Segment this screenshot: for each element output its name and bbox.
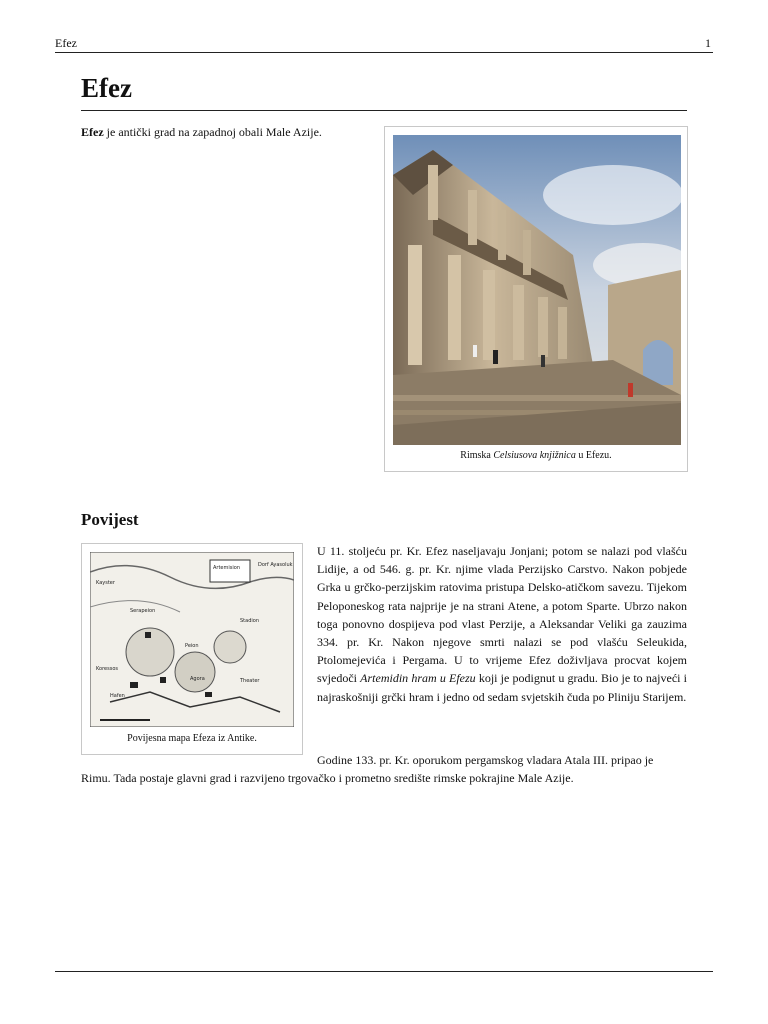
history-paragraph-2-line-1: Godine 133. pr. Kr. oporukom pergamskog vladara Atala III. pripao je <box>317 753 654 767</box>
map-label: Stadion <box>240 618 259 624</box>
map-label: Peion <box>185 643 199 649</box>
artemis-temple-link[interactable]: Artemidin hram u Efezu <box>360 671 476 686</box>
footer-rule <box>55 971 713 972</box>
map-label: Koressos <box>96 666 118 672</box>
caption-italic[interactable]: Celsiusova knjižnica <box>493 450 576 461</box>
map-label: Hafen <box>110 693 125 699</box>
intro-text: je antički grad na zapadnoj obali Male Azije. <box>103 125 322 139</box>
para1-text: U 11. stoljeću pr. Kr. Efez naseljavaju Jonjani; potom se nalazi pod vlašću Lidije, a od 546. g. pr. Kr. njime vlada Perzijsko Carstvo. Nakon pobjede Grka u grčko-perzijskim ratovima pristupa Delsko-atičkom savezu. Tijekom Peloponeskog rata najprije je na strani Atene, a potom Sparte. Ubrzo nakon toga ponovno dospijeva pod vlast Perzije, a Aleksandar Veliki ga zauzima 334. pr. Kr. Nakon njegove smrti nalazi se pod vlašću Seleukida, Ptolomejevića i Pergama. U to vrijeme Efez doživljava procvat kojem svjedoči <box>317 544 687 686</box>
page-number: 1 <box>705 36 711 50</box>
section-heading-povijest: Povijest <box>81 510 139 529</box>
intro-bold-term: Efez <box>81 125 104 139</box>
map-label: Serapeion <box>130 608 156 614</box>
article-title: Efez <box>81 70 687 111</box>
map-label: Dorf Ayasoluk <box>258 562 293 568</box>
header-title: Efez <box>55 36 77 50</box>
library-caption <box>385 450 687 461</box>
map-label: Kayster <box>96 580 115 586</box>
map-label: Theater <box>240 678 260 684</box>
history-paragraph-2-line-2: Rimu. Tada postaje glavni grad i razvijeno trgovačko i prometno središte rimske pokrajine Male Azije. <box>81 771 574 785</box>
map-label: Artemision <box>213 565 240 571</box>
map-caption: Povijesna mapa Efeza iz Antike. <box>127 733 257 744</box>
caption-text-end: u Efezu. <box>575 450 612 461</box>
map-label: Agora <box>190 676 205 682</box>
library-figure <box>384 126 688 472</box>
caption-text: Rimska <box>460 450 494 461</box>
ephesus-historical-map[interactable] <box>90 552 294 727</box>
intro-paragraph <box>81 124 371 140</box>
celsus-library-photo[interactable] <box>393 135 681 445</box>
running-header <box>55 34 713 53</box>
map-figure <box>81 543 303 755</box>
history-paragraph-1 <box>317 542 687 706</box>
para1-text-end: koji je podignut u gradu. Bio je to najveći i najraskošniji grčki hram i jedno od sedam svjetskih čuda po Pliniju Starijem. <box>317 671 687 704</box>
